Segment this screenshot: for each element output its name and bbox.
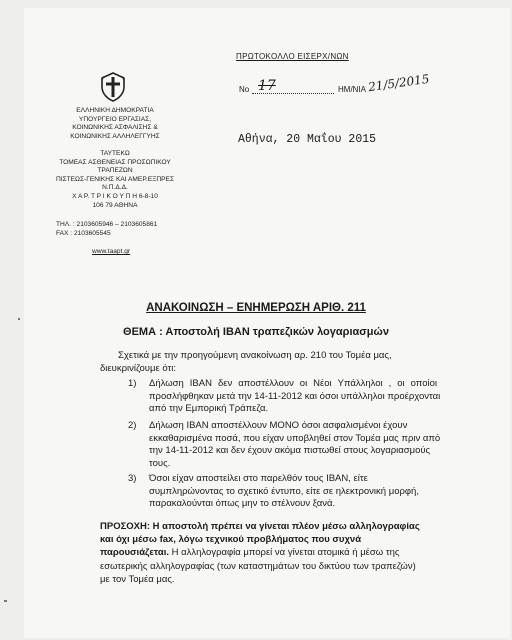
scan-edge-mark xyxy=(18,318,20,320)
intro-line: διευκρινίζουμε ότι: xyxy=(100,363,176,374)
protocol-stamp xyxy=(236,50,431,104)
notice-line: εσωτερικής αλληλογραφίας (των καταστημάτων του δικτύου των τραπεζών) xyxy=(100,560,416,572)
item-line: Δήλωση IBAN αποστέλλουν ΜΟΝΟ όσοι ασφαλισμένοι έχουν xyxy=(149,420,408,431)
item-number: 1) xyxy=(128,378,137,389)
org-line: ΤΟΜΕΑΣ ΑΣΘΕΝΕΙΑΣ ΠΡΟΣΩΠΙΚΟΥ xyxy=(59,158,171,166)
item-line: τους. xyxy=(149,457,171,469)
notice-text: Η αλληλογραφία μπορεί να γίνεται ατομικά ή μέσω της xyxy=(169,547,400,559)
organization-block xyxy=(46,150,184,210)
item-line: από την Εμπορική Τράπεζα. xyxy=(149,403,269,415)
item-number: 3) xyxy=(128,473,137,484)
item-line: την 14-11-2012 και δεν έχουν ακόμα πιστωθεί στους λογαριασμούς xyxy=(149,445,431,457)
org-line: Χ Α Ρ. Τ Ρ Ι Κ Ο Υ Π Η 6-8-10 xyxy=(72,192,158,200)
greek-emblem-icon xyxy=(100,72,126,102)
org-line: ΠΙΣΤΕΩΣ-ΓΕΝΙΚΗΣ ΚΑΙ ΑΜΕΡ.ΕΞΠΡΕΣ xyxy=(55,175,175,183)
ministry-line: ΥΠΟΥΡΓΕΙΟ ΕΡΓΑΣΙΑΣ, xyxy=(78,115,152,123)
intro-line: Σχετικά με την προηγούμενη ανακοίνωση αρ. 210 του Τομέα μας, xyxy=(118,350,392,361)
item-line: Όσοι είχαν αποστείλει στο παρελθόν τους IBAN, είτε xyxy=(149,473,368,484)
document-date: Αθήνα, 20 Μαΐου 2015 xyxy=(238,133,377,146)
ministry-block xyxy=(56,107,174,141)
item-line: εκκαθαρισμένα ποσά, που είχαν υποβληθεί στον Τομέα μας πριν από xyxy=(149,432,441,444)
item-line: παρακαλούνται όπως μην το στέλνουν ξανά. xyxy=(149,498,336,510)
item-line: Δήλωση IBAN δεν αποστέλλουν οι Νέοι Υπάλληλοι , οι οποίοι xyxy=(149,378,437,389)
org-line: Ν.Π.Δ.Δ. xyxy=(102,184,128,192)
ministry-line: ΚΟΙΝΩΝΙΚΗΣ ΑΣΦΑΛΙΣΗΣ & xyxy=(72,124,158,132)
phone-number: ΤΗΛ. : 2103605946 – 2103605861 xyxy=(56,221,158,228)
notice-line: με τον Τομέα μας. xyxy=(100,573,175,585)
subject-line: ΘΕΜΑ : Αποστολή IBAN τραπεζικών λογαριασμών xyxy=(123,326,389,338)
protocol-no-label: No xyxy=(239,85,250,94)
intro-continuation xyxy=(100,363,176,376)
intro-paragraph xyxy=(118,350,392,363)
scan-edge-mark xyxy=(4,600,7,602)
item-number: 2) xyxy=(128,420,137,431)
protocol-no-value: 17 xyxy=(258,78,276,94)
protocol-no-dotted-line xyxy=(252,93,334,94)
org-line: ΤΑΥΤΕΚΩ xyxy=(100,150,130,157)
org-line: 106 79 ΑΘΗΝΑ xyxy=(92,201,138,209)
protocol-title: ΠΡΩΤΟΚΟΛΛΟ ΕΙΣΕΡΧ/ΝΩΝ xyxy=(236,52,349,61)
org-line: ΤΡΑΠΕΖΩΝ xyxy=(97,167,133,175)
item-line: προσλήφθηκαν μετά την 14-11-2012 και όσοι υπάλληλοι προέρχονται xyxy=(149,390,441,402)
website-link[interactable]: www.taapt.gr xyxy=(92,248,131,255)
ministry-line: ΚΟΙΝΩΝΙΚΗΣ ΑΛΛΗΛΕΓΓΥΗΣ xyxy=(70,132,160,140)
ministry-line: ΕΛΛΗΝΙΚΗ ΔΗΜΟΚΡΑΤΙΑ xyxy=(76,107,154,114)
notice-bold-line: και όχι μέσω fax, λόγω τεχνικού προβλήματος που συχνά xyxy=(100,534,362,546)
notice-bold-tail: παρουσιάζεται. xyxy=(100,547,170,559)
announcement-title: ΑΝΑΚΟΙΝΩΣΗ – ΕΝΗΜΕΡΩΣΗ ΑΡΙΘ. 211 xyxy=(146,302,366,314)
fax-number: FAX : 2103605545 xyxy=(56,230,111,237)
notice-bold-line: ΠΡΟΣΟΧΗ: Η αποστολή πρέπει να γίνεται πλέον μέσω αλληλογραφίας xyxy=(100,521,420,532)
notice-paragraph xyxy=(100,520,420,586)
protocol-date-label: ΗΜ/ΝΙΑ xyxy=(338,85,366,94)
item-line: συμπληρώνοντας το σχετικό έντυπο, είτε σε ηλεκτρονική μορφή, xyxy=(149,485,419,497)
protocol-date-value: 21/5/2015 xyxy=(367,71,431,95)
